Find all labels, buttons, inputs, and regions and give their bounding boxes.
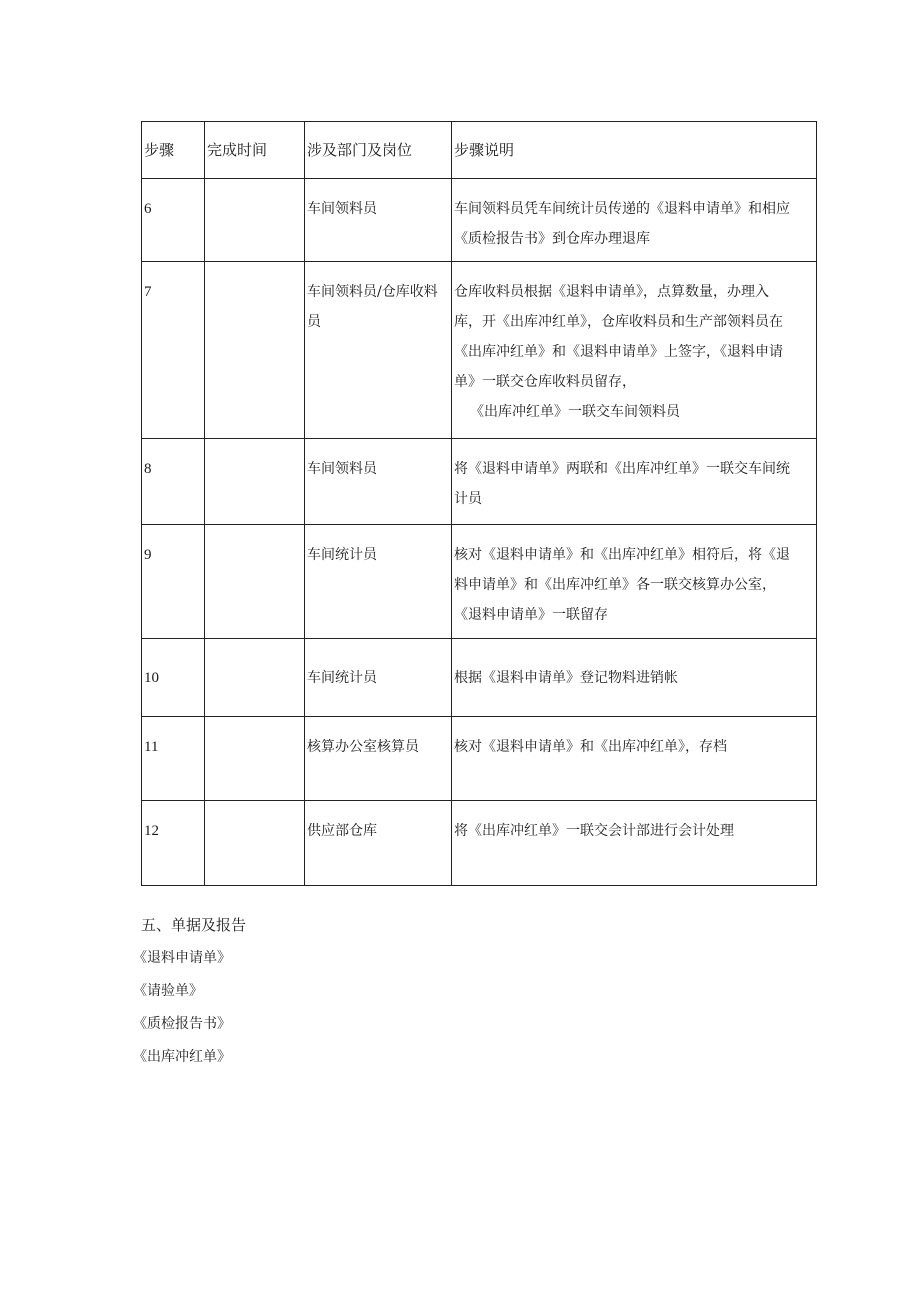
header-desc: 步骤说明: [452, 122, 817, 179]
table-row: [142, 717, 817, 801]
section-heading: 五、单据及报告: [141, 916, 247, 934]
desc-line: 料申请单》和《出库冲红单》各一联交核算办公室，: [454, 577, 776, 593]
desc-cell: [452, 801, 817, 886]
desc-line: 《出库冲红单》和《退料申请单》上签字，《退料申请: [454, 344, 783, 360]
desc-cell: [452, 179, 817, 262]
step-cell: 11: [142, 717, 205, 801]
desc-cell: [452, 639, 817, 717]
table-row: [142, 639, 817, 717]
desc-line: 库，开《出库冲红单》，仓库收料员和生产部领料员在: [454, 314, 783, 330]
dept-cell: 车间领料员: [305, 439, 452, 525]
step-cell: 7: [142, 262, 205, 439]
table-header-row: [142, 122, 817, 179]
desc-line: 《退料申请单》一联留存: [454, 607, 608, 623]
table-row: [142, 179, 817, 262]
time-cell: [205, 262, 305, 439]
header-step: 步骤: [142, 122, 205, 179]
time-cell: [205, 525, 305, 639]
dept-cell: 车间统计员: [305, 525, 452, 639]
time-cell: [205, 717, 305, 801]
time-cell: [205, 179, 305, 262]
desc-line: 核对《退料申请单》和《出库冲红单》相符后，将《退: [454, 547, 790, 563]
table-row: [142, 262, 817, 439]
desc-line: 《出库冲红单》一联交车间领料员: [470, 404, 680, 420]
desc-cell: [452, 439, 817, 525]
step-cell: 9: [142, 525, 205, 639]
procedure-table: [141, 121, 817, 886]
desc-line: 计员: [454, 491, 482, 507]
document-list: [133, 946, 231, 1078]
dept-cell: 车间领料员/仓库收料员: [305, 262, 452, 439]
desc-line: 核对《退料申请单》和《出库冲红单》，存档: [454, 739, 727, 755]
desc-line: 单》一联交仓库收料员留存，: [454, 374, 636, 390]
desc-line: 车间领料员凭车间统计员传递的《退料申请单》和相应: [454, 201, 790, 217]
list-item: 《退料申请单》: [133, 950, 231, 966]
step-cell: 12: [142, 801, 205, 886]
header-dept: 涉及部门及岗位: [305, 122, 452, 179]
table-row: [142, 525, 817, 639]
step-cell: 6: [142, 179, 205, 262]
time-cell: [205, 801, 305, 886]
header-time: 完成时间: [205, 122, 305, 179]
step-cell: 8: [142, 439, 205, 525]
desc-cell: [452, 717, 817, 801]
dept-cell: 车间领料员: [305, 179, 452, 262]
desc-line: 将《退料申请单》两联和《出库冲红单》一联交车间统: [454, 461, 790, 477]
time-cell: [205, 439, 305, 525]
desc-cell: [452, 262, 817, 439]
step-cell: 10: [142, 639, 205, 717]
dept-cell: 核算办公室核算员: [305, 717, 452, 801]
table-row: [142, 439, 817, 525]
list-item: 《请验单》: [133, 983, 203, 999]
desc-line: 仓库收料员根据《退料申请单》，点算数量，办理入: [454, 284, 769, 300]
desc-line: 将《出库冲红单》一联交会计部进行会计处理: [454, 823, 734, 839]
desc-cell: [452, 525, 817, 639]
dept-cell: 车间统计员: [305, 639, 452, 717]
desc-line: 《质检报告书》到仓库办理退库: [454, 231, 650, 247]
desc-line: 根据《退料申请单》登记物料进销帐: [454, 669, 678, 686]
table-row: [142, 801, 817, 886]
time-cell: [205, 639, 305, 717]
list-item: 《出库冲红单》: [133, 1049, 231, 1065]
dept-cell: 供应部仓库: [305, 801, 452, 886]
list-item: 《质检报告书》: [133, 1016, 231, 1032]
